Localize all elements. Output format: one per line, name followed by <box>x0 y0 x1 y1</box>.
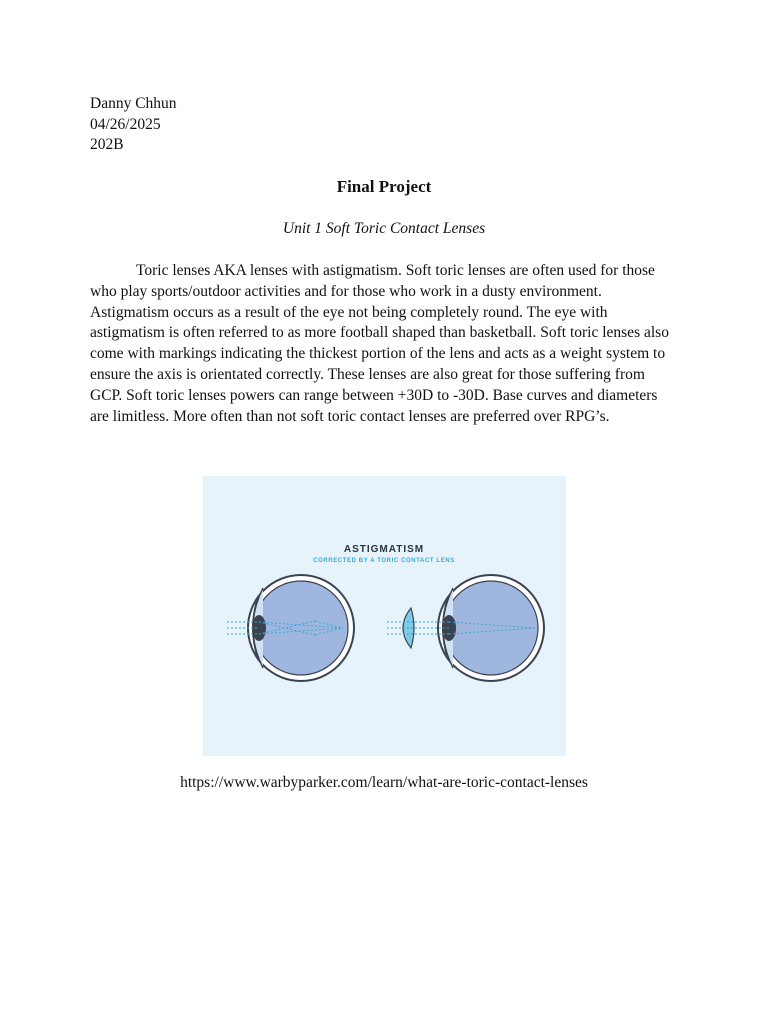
body-paragraph: Toric lenses AKA lenses with astigmatism. Soft toric lenses are often used for those who play sports/outdoor activities and for those who work in a dusty environment. Astigmatism occurs as a result of the eye not being completely round. The eye with astigmatism is often referred to as more football shaped than basketball. Soft toric lenses also come with markings indicating the thickest portion of the lens and acts as a weight system to ensure the axis is orientated correctly. These lenses are also great for those suffering from GCP. Soft toric lenses powers can range between +30D to -30D. Base curves and diameters are limitless. More often than not soft toric contact lenses are preferred over RPG’s. <box>90 262 669 425</box>
document-date: 04/26/2025 <box>90 115 161 133</box>
astigmatism-figure <box>203 476 566 756</box>
header-block <box>90 94 177 156</box>
uncorrected-eye <box>227 575 354 681</box>
document-title: Final Project <box>336 177 432 196</box>
astigmatism-illustration <box>203 476 566 756</box>
body-text <box>90 261 680 427</box>
author-name: Danny Chhun <box>90 95 177 112</box>
figure-subheading: CORRECTED BY A TORIC CONTACT LENS <box>313 558 455 564</box>
course-code: 202B <box>90 136 124 154</box>
source-link[interactable]: https://www.warbyparker.com/learn/what-are-toric-contact-lenses <box>180 774 588 791</box>
document-subtitle: Unit 1 Soft Toric Contact Lenses <box>282 220 486 237</box>
figure-heading: ASTIGMATISM <box>343 544 425 555</box>
